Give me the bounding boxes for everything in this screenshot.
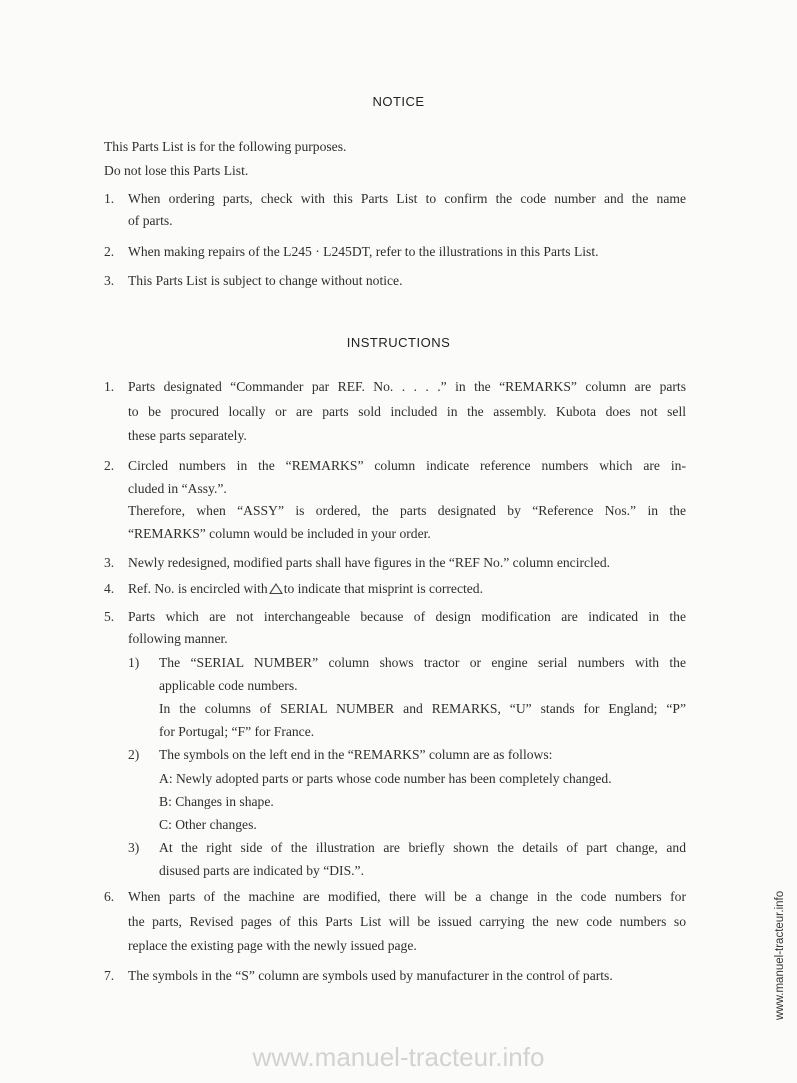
notice-item-3-number: 3.: [104, 273, 115, 288]
instruction-1-line-1: Parts designated “Commander par REF. No. . . . .” in the “REMARKS” column are parts: [128, 379, 686, 394]
instruction-2-number: 2.: [104, 458, 115, 473]
instruction-6-line-2: the parts, Revised pages of this Parts List will be issued carrying the new code numbers so: [128, 914, 686, 929]
side-watermark-url: www.manuel-tracteur.info: [774, 890, 786, 1020]
instruction-4-text-before: Ref. No. is encircled with: [128, 581, 268, 596]
instruction-5-sub-2-line-1: The symbols on the left end in the “REMARKS” column are as follows:: [159, 747, 553, 762]
instructions-title: INSTRUCTIONS: [346, 335, 451, 350]
instruction-5-sub-1-line-1: The “SERIAL NUMBER” column shows tractor or engine serial numbers with the: [159, 655, 686, 670]
instruction-1-line-2: to be procured locally or are parts sold included in the assembly. Kubota does not sell: [128, 404, 686, 419]
instruction-5-sub-2-number: 2): [128, 747, 140, 762]
instruction-5-sub-3-line-1: At the right side of the illustration are briefly shown the details of part change, and: [159, 840, 686, 855]
instruction-4-text-after: to indicate that misprint is corrected.: [283, 581, 484, 596]
instruction-4-line-1: [128, 581, 483, 597]
instruction-5-line-2: following manner.: [128, 631, 228, 646]
instruction-4-number: 4.: [104, 581, 115, 596]
instruction-5-sub-3-line-2: disused parts are indicated by “DIS.”.: [159, 863, 364, 878]
notice-intro-1: This Parts List is for the following purposes.: [104, 139, 347, 154]
instruction-5-sub-1-number: 1): [128, 655, 140, 670]
instruction-7-number: 7.: [104, 968, 115, 983]
triangle-icon: [269, 583, 283, 594]
instruction-2-line-2: cluded in “Assy.”.: [128, 481, 227, 496]
notice-item-1-line-2: of parts.: [128, 213, 173, 228]
instruction-5-number: 5.: [104, 609, 115, 624]
instruction-2-line-1: Circled numbers in the “REMARKS” column indicate reference numbers which are in-: [128, 458, 686, 473]
instruction-3-number: 3.: [104, 555, 115, 570]
notice-title: NOTICE: [372, 94, 425, 109]
notice-item-1-number: 1.: [104, 191, 115, 206]
instruction-3-line-1: Newly redesigned, modified parts shall have figures in the “REF No.” column encircled.: [128, 555, 611, 570]
notice-intro-2: Do not lose this Parts List.: [104, 163, 249, 178]
instruction-5-sub-3-number: 3): [128, 840, 140, 855]
symbol-b-description: B: Changes in shape.: [159, 794, 274, 809]
instruction-6-number: 6.: [104, 889, 115, 904]
instruction-1-number: 1.: [104, 379, 115, 394]
instruction-2-line-3: Therefore, when “ASSY” is ordered, the parts designated by “Reference Nos.” in the: [128, 503, 686, 518]
instruction-2-line-4: “REMARKS” column would be included in your order.: [128, 526, 431, 541]
instruction-1-line-3: these parts separately.: [128, 428, 247, 443]
instruction-5-sub-1-line-2: applicable code numbers.: [159, 678, 298, 693]
instruction-7-line-1: The symbols in the “S” column are symbols used by manufacturer in the control of parts.: [128, 968, 613, 983]
notice-item-1-line-1: When ordering parts, check with this Parts List to confirm the code number and the name: [128, 191, 686, 206]
symbol-c-description: C: Other changes.: [159, 817, 257, 832]
footer-watermark-url: www.manuel-tracteur.info: [252, 1042, 545, 1072]
instruction-5-sub-1-line-4: for Portugal; “F” for France.: [159, 724, 315, 739]
instruction-5-sub-1-line-3: In the columns of SERIAL NUMBER and REMARKS, “U” stands for England; “P”: [159, 701, 686, 716]
notice-item-3-line-1: This Parts List is subject to change without notice.: [128, 273, 403, 288]
notice-item-2-line-1: When making repairs of the L245 · L245DT, refer to the illustrations in this Parts List.: [128, 244, 599, 259]
notice-item-2-number: 2.: [104, 244, 115, 259]
instruction-5-line-1: Parts which are not interchangeable because of design modification are indicated in the: [128, 609, 686, 624]
symbol-a-description: A: Newly adopted parts or parts whose code number has been completely changed.: [159, 771, 612, 786]
instruction-6-line-1: When parts of the machine are modified, there will be a change in the code numbers for: [128, 889, 686, 904]
instruction-6-line-3: replace the existing page with the newly issued page.: [128, 938, 417, 953]
